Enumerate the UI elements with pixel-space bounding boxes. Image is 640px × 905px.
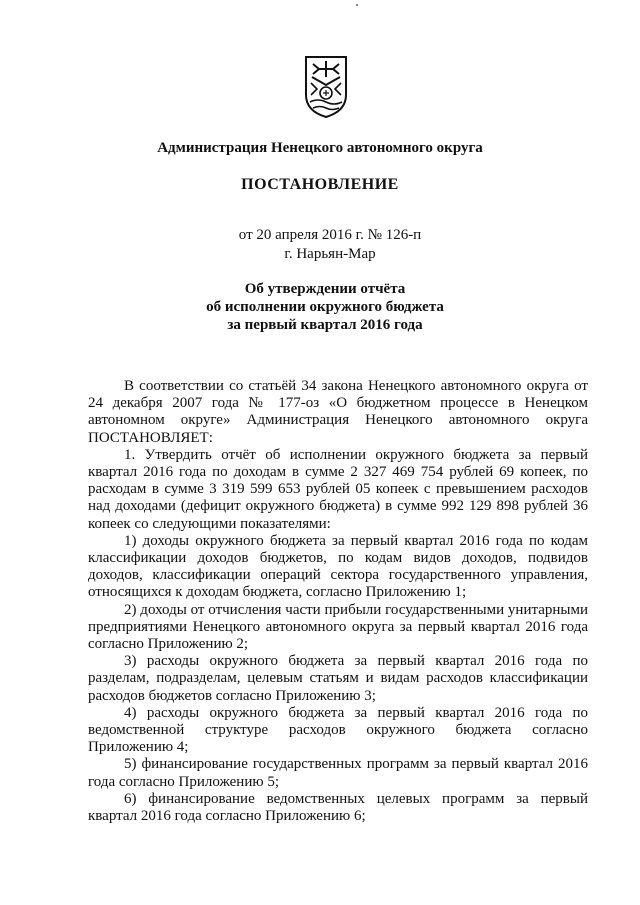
subitem-4-paragraph: 4) расходы окружного бюджета за первый квартал 2016 года по ведомственной структуре расходов окружного бюджета согласно Приложению 4; [88,704,588,756]
subitem-5-paragraph: 5) финансирование государственных программ за первый квартал 2016 года согласно Приложению 5; [88,756,588,790]
subitem-1-paragraph: 1) доходы окружного бюджета за первый квартал 2016 года по кодам классификации доходов бюджетов, по кодам видов доходов, подвидов доходов, классификации операций сектора государственного управления, относящихся к доходам бюджета, согласно Приложению 1; [88,532,588,601]
scan-speck [356,4,358,6]
subitem-6-paragraph: 6) финансирование ведомственных целевых программ за первый квартал 2016 года согласно Приложению 6; [88,790,588,825]
document-body [88,378,588,825]
subitem-2-paragraph: 2) доходы от отчисления части прибыли государственными унитарными предприятиями Ненецкого автономного округа за первый квартал 2016 года согласно Приложению 2; [88,601,588,653]
title-line-1: Об утверждении отчёта [244,281,406,297]
title-line-2: об исполнении окружного бюджета [206,299,444,315]
city: г. Нарьян-Мар [284,246,376,262]
date-and-number: от 20 апреля 2016 г. № 126-п [238,227,422,243]
coat-of-arms-icon [303,55,349,119]
document-type: ПОСТАНОВЛЕНИЕ [241,176,399,193]
subitem-3-paragraph: 3) расходы окружного бюджета за первый квартал 2016 года по разделам, подразделам, целевым статьям и видам расходов классификации расходов бюджетов согласно Приложению 3; [88,653,588,704]
organization-name: Администрация Ненецкого автономного округа [157,140,483,156]
title-line-3: за первый квартал 2016 года [227,317,423,333]
item-1-paragraph: 1. Утвердить отчёт об исполнении окружного бюджета за первый квартал 2016 года по доходам в сумме 2 327 469 754 рублей 69 копеек, по расходам в сумме 3 319 599 653 рублей 05 копеек с превышением расходов над доходами (дефицит окружного бюджета) в сумме 992 129 898 рублей 36 копеек со следующими показателями: [88,446,588,532]
intro-paragraph: В соответствии со статьёй 34 закона Ненецкого автономного округа от 24 декабря 2007 года № 177-оз «О бюджетном процессе в Ненецком автономном округе» Администрация Ненецкого автономного округа ПОСТАНОВЛЯЕТ: [88,378,588,446]
